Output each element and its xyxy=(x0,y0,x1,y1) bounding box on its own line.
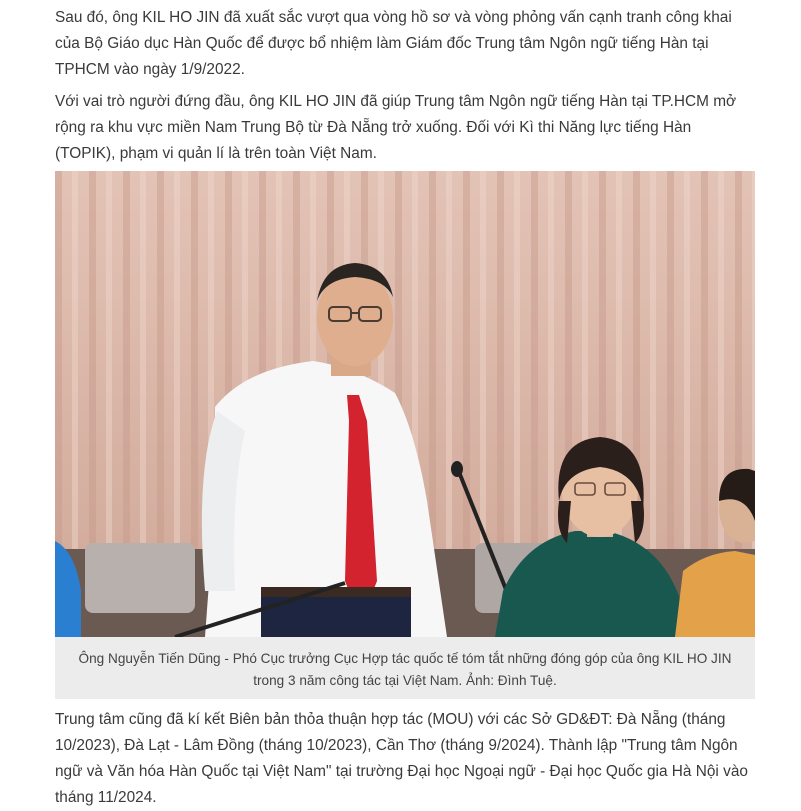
article-paragraph-1: Sau đó, ông KIL HO JIN đã xuất sắc vượt qua vòng hồ sơ và vòng phỏng vấn cạnh tranh công khai của Bộ Giáo dục Hàn Quốc để được bổ nhiệm làm Giám đốc Trung tâm Ngôn ngữ tiếng Hàn tại TPHCM vào ngày 1/9/2022. xyxy=(55,9,732,78)
article-figure xyxy=(55,171,755,699)
photo-caption: Ông Nguyễn Tiến Dũng - Phó Cục trưởng Cục Hợp tác quốc tế tóm tắt những đóng góp của ông KIL HO JIN trong 3 năm công tác tại Việt Nam. Ảnh: Đình Tuệ. xyxy=(55,637,755,699)
article-photo[interactable] xyxy=(55,171,755,637)
article-paragraph-3: Trung tâm cũng đã kí kết Biên bản thỏa thuận hợp tác (MOU) với các Sở GD&ĐT: Đà Nẵng (tháng 10/2023), Đà Lạt - Lâm Đồng (tháng 10/2023), Cần Thơ (tháng 9/2024). Thành lập "Trung tâm Ngôn ngữ và Văn hóa Hàn Quốc tại Việt Nam" tại trường Đại học Ngoại ngữ - Đại học Quốc gia Hà Nội vào tháng 11/2024. xyxy=(55,711,748,806)
article-paragraph-2: Với vai trò người đứng đầu, ông KIL HO JIN đã giúp Trung tâm Ngôn ngữ tiếng Hàn tại TP.HCM mở rộng ra khu vực miền Nam Trung Bộ từ Đà Nẵng trở xuống. Đối với Kì thi Năng lực tiếng Hàn (TOPIK), phạm vi quản lí là trên toàn Việt Nam. xyxy=(55,93,737,162)
